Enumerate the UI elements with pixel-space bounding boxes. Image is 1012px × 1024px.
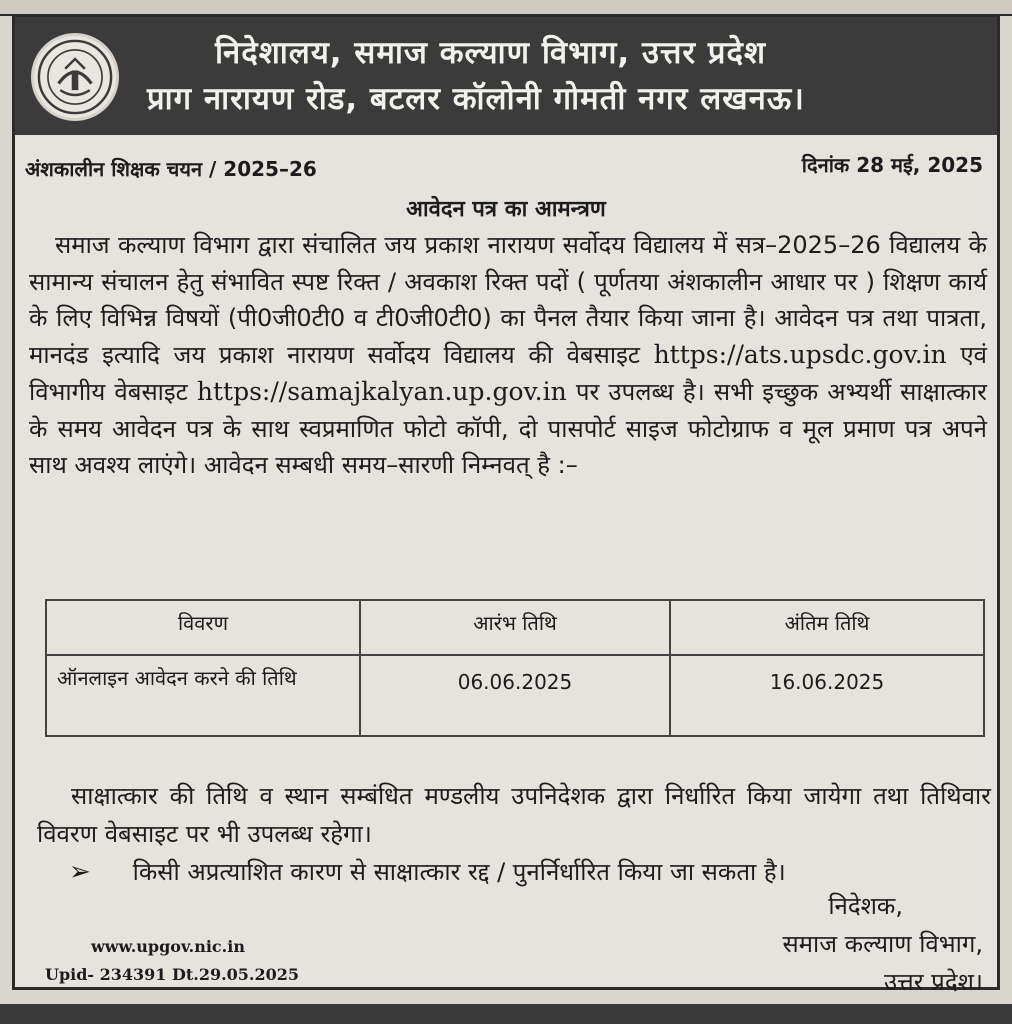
notice-body (29, 227, 987, 484)
footer-upid: Upid- 234391 Dt.29.05.2025 (45, 965, 300, 984)
column-header-detail: विवरण (46, 600, 360, 655)
column-header-end-date: अंतिम तिथि (670, 600, 984, 655)
schedule-table (45, 599, 985, 737)
signatory-title: निदेशक, (828, 892, 903, 920)
department-address: प्राग नारायण रोड, बटलर कॉलोनी गोमती नगर लखनऊ। (147, 81, 805, 117)
ats-website-link[interactable]: https://ats.upsdc.gov.in (653, 340, 947, 370)
notice-subject: आवेदन पत्र का आमन्त्रण (406, 197, 606, 222)
signatory-state: उत्तर प्रदेश। (884, 968, 983, 996)
up-government-emblem-icon (31, 33, 119, 121)
next-ad-border (0, 1004, 1012, 1024)
notice-header (15, 17, 997, 135)
row-end-date: 16.06.2025 (670, 655, 984, 736)
signatory-department: समाज कल्याण विभाग, (782, 930, 983, 958)
table-row (46, 655, 984, 736)
body-text-part3: पर उपलब्ध है। सभी इच्छुक अभ्यर्थी साक्षात्कार के समय आवेदन पत्र के साथ स्वप्रमाणित फोटो कॉपी, दो पासपोर्ट साइज फोटोग्राफ व मूल प्रमाण पत्र अपने साथ अवश्य लाएंगे। आवेदन सम्बधी समय–सारणी निम्नवत् है :– (29, 377, 987, 480)
row-detail: ऑनलाइन आवेदन करने की तिथि (46, 655, 360, 736)
note-text: किसी अप्रत्याशित कारण से साक्षात्कार रद्द / पुनर्निर्धारित किया जा सकता है। (132, 858, 786, 886)
notice-date: दिनांक 28 मई, 2025 (801, 153, 983, 177)
cancellation-note (69, 855, 999, 888)
reference-number: अंशकालीन शिक्षक चयन / 2025–26 (25, 157, 317, 181)
signature-block (782, 887, 983, 1001)
interview-info: साक्षात्कार की तिथि व स्थान सम्बंधित मण्डलीय उपनिदेशक द्वारा निर्धारित किया जायेगा तथा तिथिवार विवरण वेबसाइट पर भी उपलब्ध रहेगा। (37, 782, 991, 848)
table-header-row (46, 600, 984, 655)
notice-card (12, 14, 1000, 996)
body-text-part2: एवं विभागीय वेबसाइट (29, 341, 987, 406)
arrow-bullet-icon: ➢ (69, 857, 91, 887)
samajkalyan-website-link[interactable]: https://samajkalyan.up.gov.in (196, 376, 567, 406)
row-start-date: 06.06.2025 (360, 655, 670, 736)
body-text-part1: समाज कल्याण विभाग द्वारा संचालित जय प्रकाश नारायण सर्वोदय विद्यालय में सत्र–2025–26 विद्यालय के सामान्य संचालन हेतु संभावित स्पष्ट रिक्त / अवकाश रिक्त पदों ( पूर्णतया अंशकालीन आधार पर ) शिक्षण कार्य के लिए विभिन्न विषयों (पी0जी0टी0 व टी0जी0टी0) का पैनल तैयार किया जाना है। आवेदन पत्र तथा पात्रता, मानदंड इत्यादि जय प्रकाश नारायण सर्वोदय विद्यालय की वेबसाइट (29, 231, 987, 370)
department-name: निदेशालय, समाज कल्याण विभाग, उत्तर प्रदेश (215, 35, 767, 71)
footer-website: www.upgov.nic.in (91, 937, 245, 956)
column-header-start-date: आरंभ तिथि (360, 600, 670, 655)
